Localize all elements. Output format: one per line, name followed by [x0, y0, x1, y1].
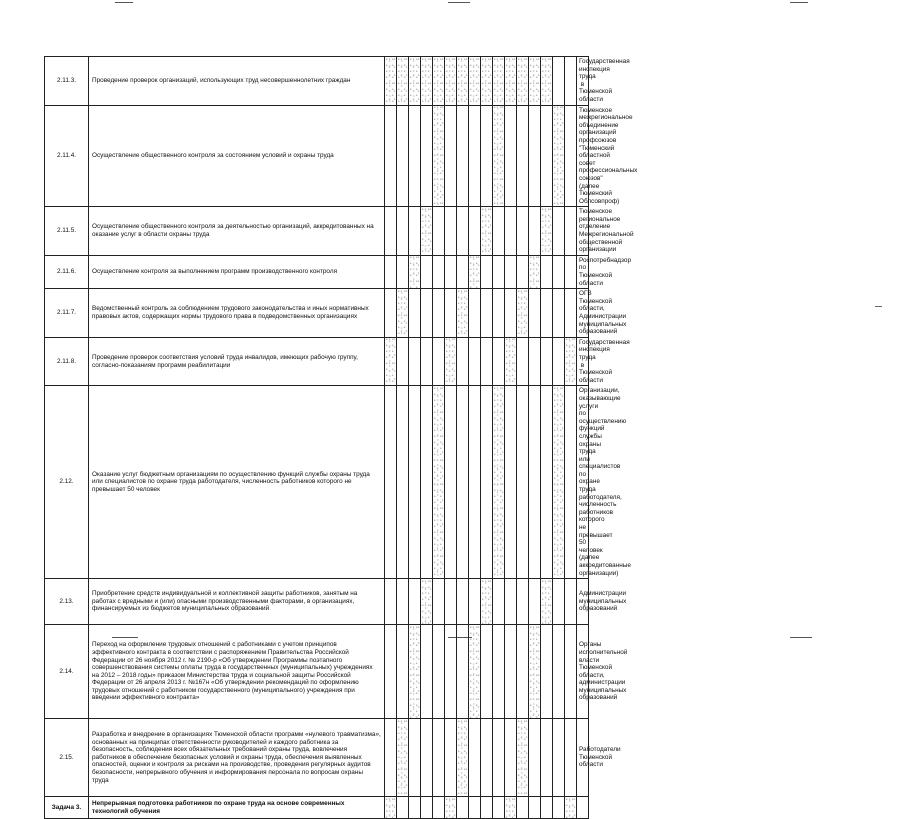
- period-cell: [505, 797, 517, 819]
- period-cell: [541, 337, 553, 386]
- period-cell: [553, 207, 565, 256]
- period-cell: [529, 337, 541, 386]
- responsible-organization: Работодатели Тюменской области: [577, 719, 589, 797]
- period-cell: [457, 289, 469, 338]
- period-cell: [469, 386, 481, 579]
- period-cell: [493, 289, 505, 338]
- period-cell: [397, 625, 409, 719]
- period-cell: [517, 797, 529, 819]
- table-row: [45, 207, 843, 256]
- period-cell: [397, 207, 409, 256]
- period-cell: [469, 207, 481, 256]
- period-cell: [409, 625, 421, 719]
- period-cell: [457, 207, 469, 256]
- period-cell: [481, 579, 493, 625]
- period-cell: [541, 289, 553, 338]
- period-cell: [529, 579, 541, 625]
- period-cell: [433, 207, 445, 256]
- responsible-organization: Тюменское межрегиональное объединение организаций профсоюзов "Тюменский областной совет профессиональных союзов" (далее Тюменский Облсовпроф): [577, 105, 589, 207]
- period-cell: [385, 797, 397, 819]
- period-cell: [517, 579, 529, 625]
- period-cell: [433, 579, 445, 625]
- period-cell: [397, 719, 409, 797]
- period-cell: [541, 207, 553, 256]
- item-number: 2.11.6.: [45, 255, 89, 288]
- period-cell: [541, 719, 553, 797]
- period-cell: [433, 797, 445, 819]
- period-cell: [433, 625, 445, 719]
- period-cell: [409, 255, 421, 288]
- item-number: 2.11.8.: [45, 337, 89, 386]
- period-cell: [529, 255, 541, 288]
- period-cell: [493, 625, 505, 719]
- period-cell: [529, 797, 541, 819]
- period-cell: [481, 207, 493, 256]
- period-cell: [493, 57, 505, 106]
- period-cell: [397, 105, 409, 207]
- period-cell: [457, 797, 469, 819]
- item-number: 2.13.: [45, 579, 89, 625]
- period-cell: [409, 105, 421, 207]
- period-cell: [457, 57, 469, 106]
- period-cell: [553, 625, 565, 719]
- period-cell: [445, 337, 457, 386]
- period-cell: [505, 255, 517, 288]
- table-row: [45, 255, 843, 288]
- period-cell: [565, 797, 577, 819]
- period-cell: [457, 255, 469, 288]
- period-cell: [433, 57, 445, 106]
- period-cell: [421, 625, 433, 719]
- table-row: [45, 797, 843, 819]
- period-cell: [517, 57, 529, 106]
- activity-description: Разработка и внедрение в организациях Тюменской области программ «нулевого травматизма», основанных на принципах ответственности руководителей и каждого работника за безопасность, соблюдения всех обязательных требований охраны труда, вовлечения работников в обеспечение безопасных условий и охраны труда, обеспечения выявленных опасностей, оценки и контроля за рисками на производстве, проведения регулярных аудитов безопасности, непрерывного обучения и информирования персонала по вопросам охраны труда: [89, 719, 385, 797]
- period-cell: [553, 337, 565, 386]
- period-cell: [481, 797, 493, 819]
- period-cell: [481, 289, 493, 338]
- period-cell: [541, 386, 553, 579]
- responsible-organization: Тюменское региональное отделение Межрегиональной общественной организации: [577, 207, 589, 256]
- period-cell: [433, 255, 445, 288]
- responsible-organization: Администрации муниципальных образований: [577, 579, 589, 625]
- period-cell: [445, 625, 457, 719]
- period-cell: [445, 255, 457, 288]
- period-cell: [409, 289, 421, 338]
- period-cell: [421, 337, 433, 386]
- period-cell: [421, 57, 433, 106]
- period-cell: [469, 797, 481, 819]
- table-row: [45, 719, 843, 797]
- period-cell: [421, 105, 433, 207]
- period-cell: [553, 797, 565, 819]
- item-number: Задача 3.: [45, 797, 89, 819]
- period-cell: [529, 207, 541, 256]
- table-row: [45, 386, 843, 579]
- period-cell: [421, 207, 433, 256]
- period-cell: [457, 579, 469, 625]
- period-cell: [385, 386, 397, 579]
- period-cell: [469, 105, 481, 207]
- period-cell: [517, 719, 529, 797]
- period-cell: [481, 255, 493, 288]
- period-cell: [505, 57, 517, 106]
- period-cell: [505, 207, 517, 256]
- period-cell: [433, 386, 445, 579]
- period-cell: [517, 625, 529, 719]
- period-cell: [481, 625, 493, 719]
- period-cell: [493, 207, 505, 256]
- item-number: 2.11.5.: [45, 207, 89, 256]
- period-cell: [505, 719, 517, 797]
- period-cell: [457, 105, 469, 207]
- item-number: 2.11.4.: [45, 105, 89, 207]
- table-row: [45, 579, 843, 625]
- period-cell: [469, 337, 481, 386]
- activity-description: Осуществление общественного контроля за деятельностью организаций, аккредитованных на оказание услуг в области охраны труда: [89, 207, 385, 256]
- period-cell: [397, 337, 409, 386]
- period-cell: [505, 289, 517, 338]
- period-cell: [493, 719, 505, 797]
- period-cell: [565, 57, 577, 106]
- period-cell: [385, 625, 397, 719]
- period-cell: [529, 719, 541, 797]
- period-cell: [385, 57, 397, 106]
- period-cell: [421, 255, 433, 288]
- period-cell: [541, 579, 553, 625]
- period-cell: [529, 57, 541, 106]
- period-cell: [409, 719, 421, 797]
- period-cell: [553, 719, 565, 797]
- period-cell: [421, 797, 433, 819]
- scan-edge-mark: [115, 2, 133, 3]
- period-cell: [469, 625, 481, 719]
- activity-description: Осуществление общественного контроля за состоянием условий и охраны труда: [89, 105, 385, 207]
- scan-mark: [875, 306, 882, 307]
- period-cell: [385, 207, 397, 256]
- period-cell: [433, 289, 445, 338]
- period-cell: [445, 719, 457, 797]
- scan-edge-mark: [790, 2, 808, 3]
- period-cell: [565, 337, 577, 386]
- period-cell: [397, 255, 409, 288]
- period-cell: [517, 386, 529, 579]
- period-cell: [505, 579, 517, 625]
- period-cell: [565, 289, 577, 338]
- period-cell: [565, 386, 577, 579]
- period-cell: [469, 57, 481, 106]
- period-cell: [481, 57, 493, 106]
- period-cell: [541, 625, 553, 719]
- period-cell: [517, 207, 529, 256]
- activity-description: Приобретение средств индивидуальной и коллективной защиты работников, занятым на работах с вредными и (или) опасными производственными факторами, в организациях, финансируемых из бюджетов муниципальных образований: [89, 579, 385, 625]
- activity-description: Непрерывная подготовка работников по охране труда на основе современных технологий обучения: [89, 797, 385, 819]
- period-cell: [517, 105, 529, 207]
- responsible-organization: Организации, оказывающие услуги по осуществлению функций службы охраны труда или специалистов по охране труда работодателя, численность работников которого не превышает 50 человек (далее аккредитованные организации): [577, 386, 589, 579]
- period-cell: [505, 337, 517, 386]
- period-cell: [517, 337, 529, 386]
- period-cell: [421, 719, 433, 797]
- responsible-organization: Роспотребнадзор по Тюменской области: [577, 255, 589, 288]
- period-cell: [505, 105, 517, 207]
- period-cell: [385, 105, 397, 207]
- period-cell: [409, 337, 421, 386]
- period-cell: [409, 579, 421, 625]
- period-cell: [469, 579, 481, 625]
- period-cell: [469, 289, 481, 338]
- period-cell: [481, 386, 493, 579]
- period-cell: [493, 337, 505, 386]
- item-number: 2.11.7.: [45, 289, 89, 338]
- item-number: 2.11.3.: [45, 57, 89, 106]
- item-number: 2.12.: [45, 386, 89, 579]
- period-cell: [397, 579, 409, 625]
- period-cell: [385, 719, 397, 797]
- period-cell: [421, 386, 433, 579]
- period-cell: [481, 337, 493, 386]
- period-cell: [385, 289, 397, 338]
- period-cell: [433, 337, 445, 386]
- responsible-organization: Органы исполнительной власти Тюменской области, администрации муниципальных образований: [577, 625, 589, 719]
- activity-description: Оказание услуг бюджетным организациям по осуществлению функций службы охраны труда или специалистов по охране труда работодателя, численность работников которого не превышает 50 человек: [89, 386, 385, 579]
- activity-description: Проведение проверок организаций, использующих труд несовершеннолетних граждан: [89, 57, 385, 106]
- item-number: 2.15.: [45, 719, 89, 797]
- period-cell: [493, 797, 505, 819]
- period-cell: [553, 289, 565, 338]
- period-cell: [481, 105, 493, 207]
- activity-description: Осуществление контроля за выполнением программ производственного контроля: [89, 255, 385, 288]
- responsible-organization: [577, 797, 589, 819]
- period-cell: [445, 386, 457, 579]
- period-cell: [421, 289, 433, 338]
- table-row: [45, 57, 843, 106]
- period-cell: [445, 289, 457, 338]
- period-cell: [421, 579, 433, 625]
- table-row: [45, 289, 843, 338]
- period-cell: [493, 255, 505, 288]
- period-cell: [553, 255, 565, 288]
- period-cell: [397, 386, 409, 579]
- item-number: 2.14.: [45, 625, 89, 719]
- period-cell: [445, 105, 457, 207]
- period-cell: [541, 255, 553, 288]
- period-cell: [505, 625, 517, 719]
- period-cell: [541, 105, 553, 207]
- period-cell: [385, 337, 397, 386]
- period-cell: [433, 105, 445, 207]
- period-cell: [457, 719, 469, 797]
- period-cell: [457, 625, 469, 719]
- table-row: [45, 105, 843, 207]
- activity-description: Ведомственный контроль за соблюдением трудового законодательства и иных нормативных правовых актов, содержащих нормы трудового права в подведомственных организациях: [89, 289, 385, 338]
- period-cell: [385, 255, 397, 288]
- table-row: [45, 337, 843, 386]
- period-cell: [493, 386, 505, 579]
- period-cell: [457, 386, 469, 579]
- period-cell: [517, 289, 529, 338]
- period-cell: [541, 797, 553, 819]
- period-cell: [445, 57, 457, 106]
- period-cell: [553, 386, 565, 579]
- period-cell: [433, 719, 445, 797]
- period-cell: [493, 579, 505, 625]
- period-cell: [457, 337, 469, 386]
- period-cell: [469, 719, 481, 797]
- period-cell: [565, 579, 577, 625]
- activities-table: [44, 56, 843, 819]
- period-cell: [565, 625, 577, 719]
- period-cell: [409, 207, 421, 256]
- period-cell: [493, 105, 505, 207]
- period-cell: [445, 797, 457, 819]
- period-cell: [529, 289, 541, 338]
- activity-description: Переход на оформление трудовых отношений с работниками с учетом принципов эффективного контракта в соответствии с распоряжением Правительства Российской Федерации от 26 ноября 2012 г. № 2190-р «Об утверждении Программы поэтапного совершенствования системы оплаты труда в государственных (муниципальных) учреждениях на 2012 – 2018 годы» приказом Министерства труда и социальной защиты Российской Федерации от 26 апреля 2013 г. №167н «Об утверждении рекомендаций по оформлению трудовых отношений с работником государственного (муниципального) учреждения при введении эффективного контракта»: [89, 625, 385, 719]
- period-cell: [565, 105, 577, 207]
- period-cell: [553, 579, 565, 625]
- responsible-organization: Государственная инспекция труда в Тюменской области: [577, 337, 589, 386]
- period-cell: [517, 255, 529, 288]
- period-cell: [565, 719, 577, 797]
- period-cell: [397, 797, 409, 819]
- period-cell: [445, 579, 457, 625]
- period-cell: [529, 105, 541, 207]
- period-cell: [397, 289, 409, 338]
- period-cell: [553, 57, 565, 106]
- period-cell: [541, 57, 553, 106]
- period-cell: [409, 797, 421, 819]
- period-cell: [409, 386, 421, 579]
- period-cell: [469, 255, 481, 288]
- period-cell: [409, 57, 421, 106]
- responsible-organization: ОГВ Тюменской области, Администрации муниципальных образований: [577, 289, 589, 338]
- responsible-organization: Государственная инспекция труда в Тюменской области: [577, 57, 589, 106]
- period-cell: [553, 105, 565, 207]
- period-cell: [505, 386, 517, 579]
- activity-description: Проведение проверок соответствия условий труда инвалидов, имеющих рабочую группу, согласно-показаниям программ реабилитации: [89, 337, 385, 386]
- period-cell: [565, 207, 577, 256]
- table-row: [45, 625, 843, 719]
- period-cell: [529, 625, 541, 719]
- scan-edge-mark: [448, 2, 470, 3]
- period-cell: [385, 579, 397, 625]
- period-cell: [529, 386, 541, 579]
- period-cell: [565, 255, 577, 288]
- period-cell: [397, 57, 409, 106]
- period-cell: [481, 719, 493, 797]
- period-cell: [445, 207, 457, 256]
